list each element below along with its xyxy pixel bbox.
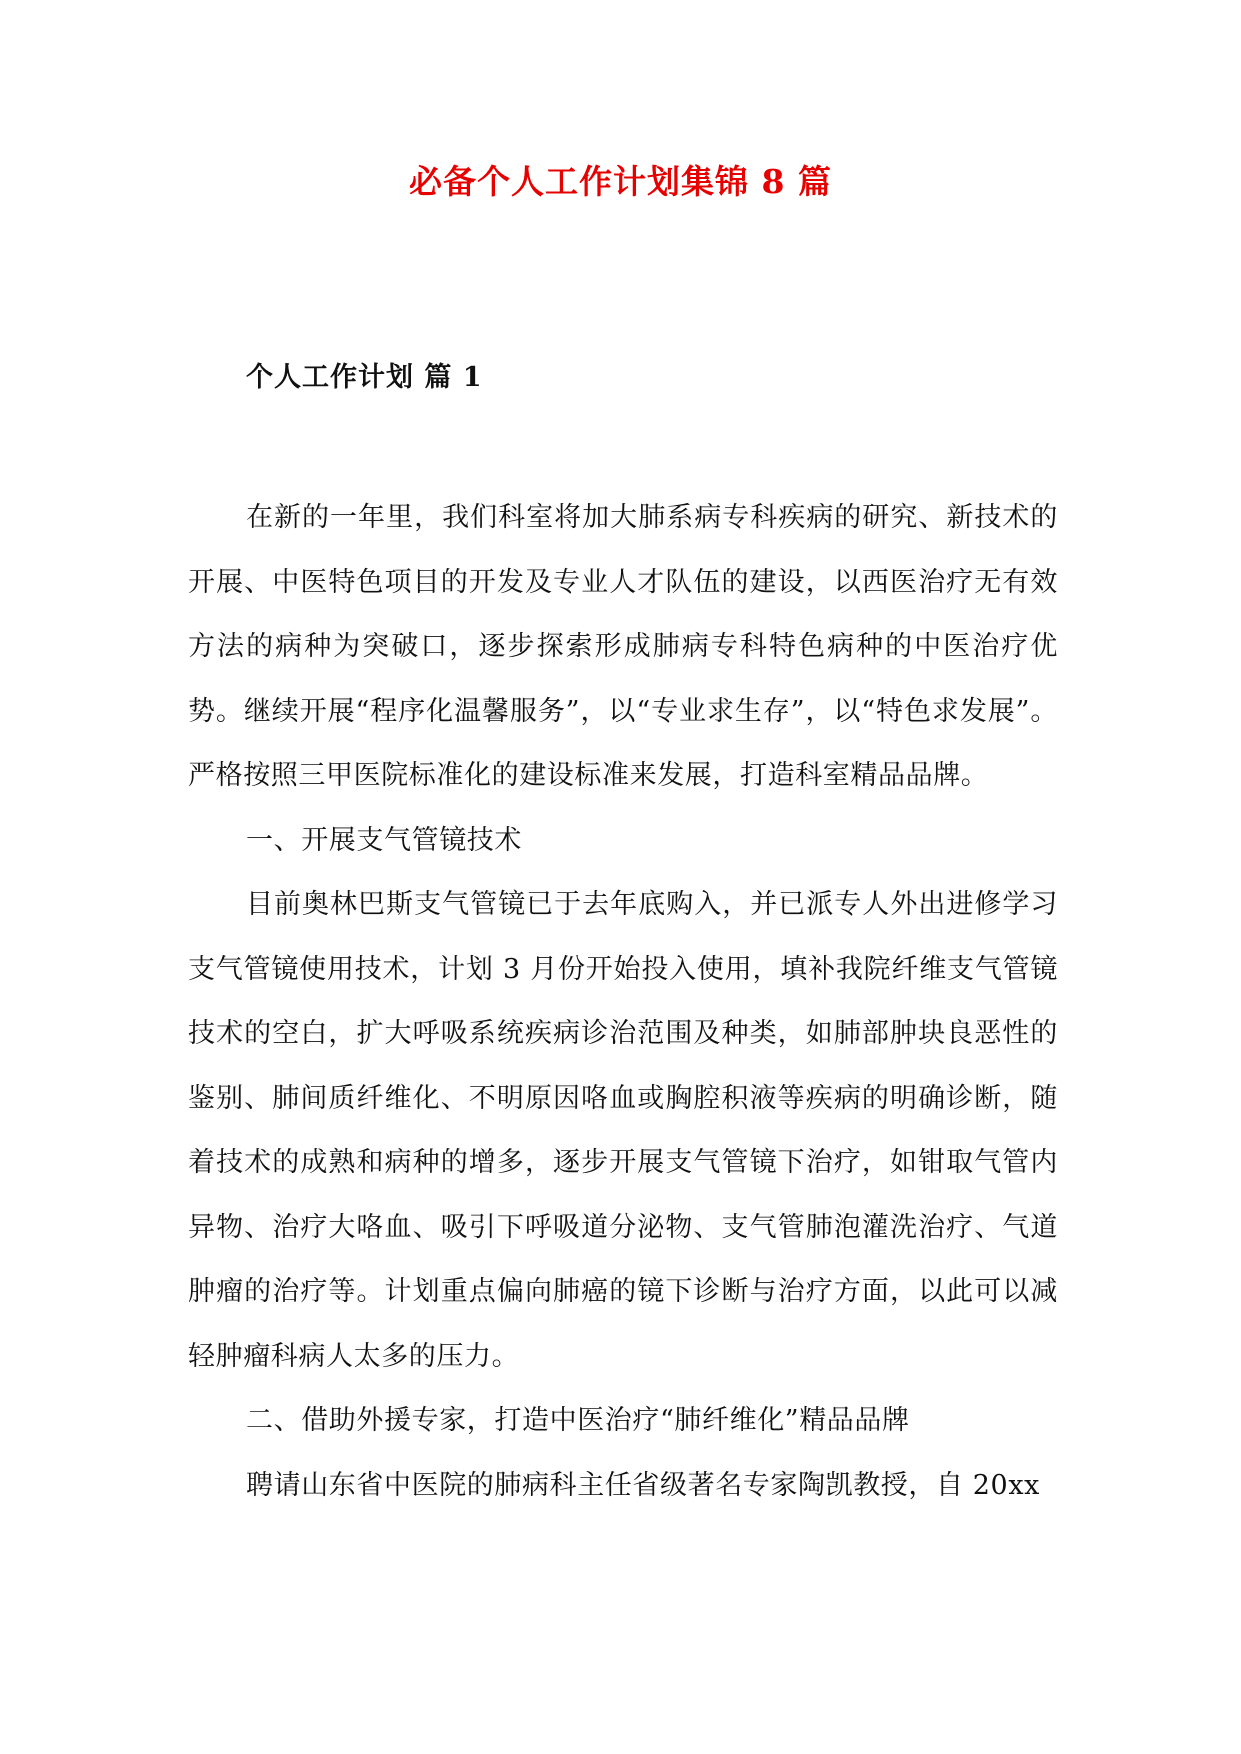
- subheading-bronchoscopy: 一、开展支气管镜技术: [246, 824, 522, 856]
- paragraph-bronchoscopy: 目前奥林巴斯支气管镜已于去年底购入，并已派专人外出进修学习支气管镜使用技术，计划 3 月份开始投入使用，填补我院纤维支气管镜技术的空白，扩大呼吸系统疾病诊治范围及种类，如肺部肿块良恶性的鉴别、肺间质纤维化、不明原因咯血或胸腔积液等疾病的明确诊断，随着技术的成熟和病种的增多，逐步开展支气管镜下治疗，如钳取气管内异物、治疗大咯血、吸引下呼吸道分泌物、支气管肺泡灌洗治疗、气道肿瘤的治疗等。计划重点偏向肺癌的镜下诊断与治疗方面，以此可以减轻肿瘤科病人太多的压力。: [188, 889, 1058, 1372]
- paragraph-external-experts: 聘请山东省中医院的肺病科主任省级著名专家陶凯教授，自 20xx: [246, 1469, 1040, 1501]
- subheading-external-experts: 二、借助外援专家，打造中医治疗“肺纤维化”精品品牌: [246, 1405, 910, 1436]
- section-heading: 个人工作计划 篇 1: [246, 362, 483, 393]
- document-title: 必备个人工作计划集锦 8 篇: [409, 162, 832, 201]
- document-body: [188, 486, 1058, 1518]
- paragraph-intro: 在新的一年里，我们科室将加大肺系病专科疾病的研究、新技术的开展、中医特色项目的开发及专业人才队伍的建设，以西医治疗无有效方法的病种为突破口，逐步探索形成肺病专科特色病种的中医治疗优势。继续开展“程序化温馨服务”，以“专业求生存”，以“特色求发展”。严格按照三甲医院标准化的建设标准来发展，打造科室精品品牌。: [188, 502, 1058, 791]
